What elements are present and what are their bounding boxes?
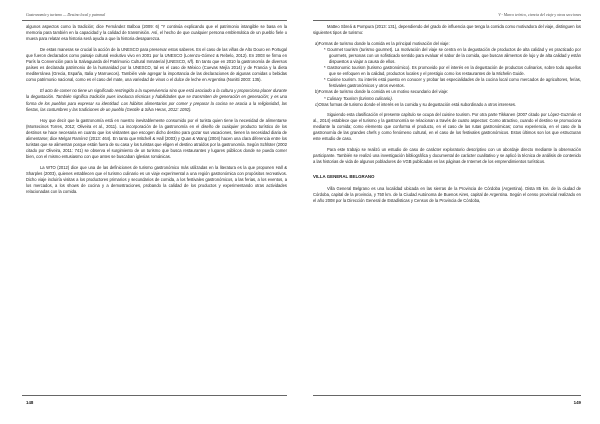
body-paragraph: De estas maneras se crucial la acción de la UNESCO para preservar estos saberes. Es el caso de las viñas de Alto Douro en Portugal que fueron declarados como paisaje cultural evolutivo vivo en 2001 por la UNESCO (Lorenzo-Gómez & Rebelo, 2012). En 2003 se firma en París la Convención para la Salvaguarda del Patrimonio Cultural Inmaterial (UNESCO, s/f). En tanto que en 2010 la gastronomía de diversos países es declarada patrimonio de la humanidad por la UNESCO, tal es el caso de México (Cuevas Mejía 2014) y de Francia y la dieta mediterránea (Grecia, España, Italia y Marruecos). También vale agregar la importancia de las declaraciones de algunas comidas o bebidas como patrimonio nacional, como es el caso del mate, una variedad de vinos o el dulce de leche en Argentina (Nonitti 2003: 135).: [26, 47, 287, 83]
body-paragraph: El acto de comer no tiene un significado restringido a la supervivencia sino que está asociado a la cultura y proporciona placer durante la degustación. También significa tradición pues involucra técnicas y habilidades que se transmiten de generación en generación; y es una forma de los pueblos para expresar su identidad. Los hábitos alimentarios por comer y preparar la cocina se asocia a la religiosidad, las fiestas, las costumbres y las tradiciones de un pueblo (Gentile & Silva Heras, 2012: 1092).: [26, 88, 287, 112]
list-item: * Cuisine tourism. Su interés está puesto en conocer y probar las especialidades de la cocina local como mercados de agricultores, ferias, festivales gastronómicos y otros eventos.: [324, 77, 581, 89]
tourism-types-list: [313, 41, 581, 108]
body-paragraph: Para este trabajo se realizó un estudio de caso de carácter exploratorio descriptivo con un abordaje directo mediante la observación participante. También se realizó una investigación bibliográfica y documental de carácter cualitativo y se aplicó la técnica de análisis de contenido a las historias de vida de algunos pobladores de VGB publicadas en las páginas de Internet de los emprendimientos turísticos.: [313, 146, 581, 164]
body-paragraph: algunos aspectos como la tradición; dice Fernández Balboa (2009: 6) "Y continúa explicando que el patrimonio intangible se basa en la memoria para también en la capacidad y la calidad de transmisión. Así, el hecho de que cualquier persona emblemática de un pueblo fiele o muera para relatar esa historia será ayuda a que la historia desaparezca.: [26, 24, 287, 42]
left-page: [22, 0, 287, 424]
list-item: * Culinary Tourism (turismo culinario).: [324, 95, 393, 101]
body-paragraph: Villa General Belgrano es una localidad ubicada en las sierras de la Provincia de Córdoba (Argentina). Dista 85 km. de la ciudad de Córdoba, capital de la provincia, y 750 km. de la Ciudad Autónoma de Buenos Aires, capital de Argentina. Según el censo provincial realizado en el año 2008 por la Dirección General de Estadísticas y Censos de la Provincia de Córdoba,: [313, 185, 581, 204]
right-page: [313, 0, 581, 424]
left-footer-rule: [22, 395, 287, 396]
list-item: b)Formas de turismo donde la comida es un motivo secundario del viaje:: [315, 89, 449, 95]
right-running-head: V - Marco teórico, ciencia del viaje y otras secciones: [498, 13, 581, 17]
section-heading: VILLA GENERAL BELGRANO: [313, 173, 375, 179]
body-paragraph: Matteo Sbreá & Pompura (2013: 131), dependiendo del grado de influencia que tenga la comida como motivadora del viaje, distinguen los siguientes tipos de turismo:: [313, 24, 581, 36]
left-header-rule: [22, 20, 287, 21]
left-page-number: 148: [26, 400, 34, 405]
right-page-number: 149: [573, 400, 581, 405]
left-page-content: [26, 24, 287, 200]
left-running-head: Gastronomía y turismo — Destino local y patronal: [26, 13, 106, 17]
right-footer-rule: [313, 395, 581, 396]
body-paragraph: Hoy que decir que la gastronomía está en nuestro inevitablemente consumido por el turista quien tiene la necesidad de alimentarse (Montecinos Torres, 2012; Oliveira et al., 2011). La incorporación de la gastronomía en el diseño de cualquier producto turístico de los destinos se hace necesaria en cuanto que los visitantes que escogen dicho destino para gozar sus vacaciones, tienen la necesidad diaria de alimentarse; dice Melgar Ramírez (2013: 464). En tanto que Mitchell & Hall (2003) y Quan & Wang (2004) hacen una clara diferencia entre los turistas que se alimentan porque están fuera de su casa y los turistas que eligen el destino atraídos por la gastronomía. Según Schlüter (2002 citado por Oliveira, 2011: 741) se observa el surgimiento de un turismo que busca restaurantes y lugares públicos donde se pueda comer bien, con el mismo entusiasmo con que antes se buscaban iglesias románicas.: [26, 117, 287, 159]
right-page-content: [313, 24, 581, 209]
list-item: * Gastronomic tourism (turismo gastronómico). Es promovido por el interés en la degustación de productos culinarios, sobre todo aquellos que se enfoquen en la calidad, productos locales y el prestigio como los restaurantes de la Michelin Guide.: [324, 65, 581, 77]
list-item: a)Formas de turismo donde la comida es la principal motivación del viaje:: [315, 41, 450, 47]
body-paragraph: La WTO (2012) dice que una de las definiciones de turismo gastronómico más utilizadas en la literatura es la que proponen Hall & Sharples (2003), quienes establecen que el turismo culinario es un viaje experimental a una región gastronómica con propósitos recreativos. Dicho viaje incluiría visitas a los productores primarios y secundarios de comida, a los festivales gastronómicos, a las ferias, a los eventos, a los mercados, a los shows de cocina y a demostraciones, probando la calidad de los productos y experimentando otras actividades relacionadas con la comida.: [26, 164, 287, 195]
list-item: * Gourmet tourism (turismo gourmet). La motivación del viaje se centra en la degustación de productos de alta calidad y es practicado por gourmets, personas con un sofisticado sentido para evaluar el sabor de la comida, que buscan alimentos de lujo y de alta calidad y están dispuestos a viajar a causa de ellos.: [324, 47, 581, 65]
right-header-rule: [313, 20, 581, 21]
body-paragraph: Siguiendo esta clasificación el presente capítulo se ocupa del cuisine tourism. Por otra parte Tikkanen (2007 citado por López-Guzmán et al., 2014) establece que el turismo y la gastronomía se relacionan a través de cuatro aspectos: Como atractivo, cuando el destino se promociona mediante la comida; como elemento que conforma el producto, en el caso de las rutas gastronómicas; como experiencia, en el caso de la gastronomía de las grandes chefs y como fenómeno cultural, en el caso de los festivales gastronómicos. Estos últimos son los que estructuran este estudio de caso.: [313, 111, 581, 141]
list-item: c)Otras formas de turismo donde el interés en la comida y su degustación está subordinado a otros intereses.: [315, 101, 517, 107]
